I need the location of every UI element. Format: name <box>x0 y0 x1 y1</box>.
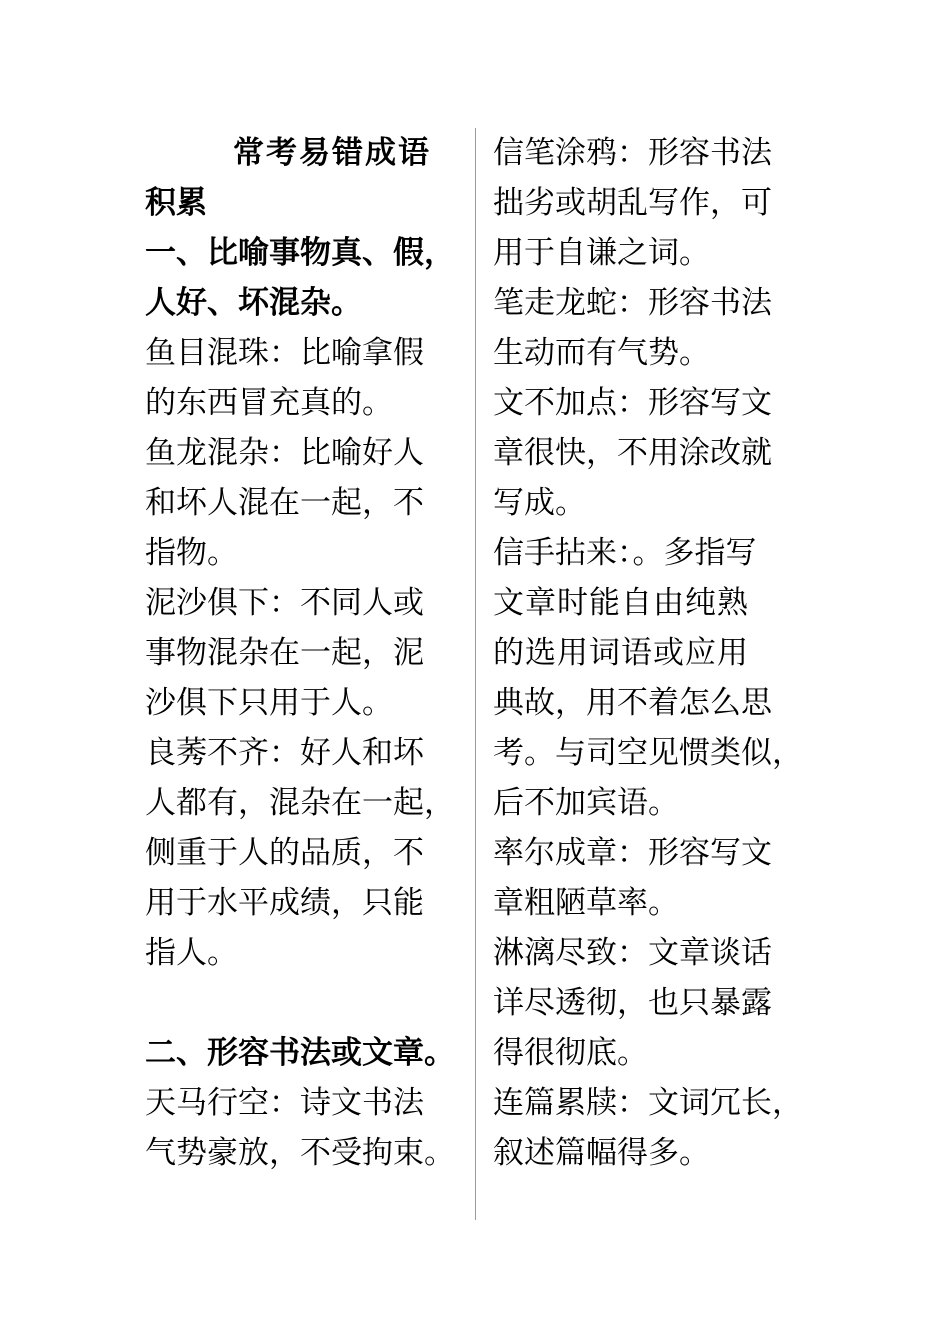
left-column <box>145 128 475 1178</box>
text-line: 率尔成章：形容写文 <box>493 835 772 871</box>
text-line: 事物混杂在一起，泥 <box>145 635 424 671</box>
text-line: 用于水平成绩，只能 <box>145 885 424 921</box>
text-line: 叙述篇幅得多。 <box>493 1135 710 1171</box>
text-line: 拙劣或胡乱写作，可 <box>493 185 772 221</box>
text-line: 淋漓尽致：文章谈话 <box>493 935 772 971</box>
text-line: 二、形容书法或文章。 <box>145 1035 455 1071</box>
text-line: 鱼目混珠：比喻拿假 <box>145 335 424 371</box>
text-line: 良莠不齐：好人和坏 <box>145 735 424 771</box>
text-line: 章很快，不用涂改就 <box>493 435 772 471</box>
text-line: 人好、坏混杂。 <box>145 285 362 321</box>
text-line: 连篇累牍：文词冗长， <box>493 1085 803 1121</box>
right-column <box>493 128 823 1178</box>
text-line: 文不加点：形容写文 <box>493 385 772 421</box>
text-line: 泥沙俱下：不同人或 <box>145 585 424 621</box>
text-line: 沙俱下只用于人。 <box>145 685 393 721</box>
text-line: 指人。 <box>145 935 238 971</box>
text-line: 天马行空：诗文书法 <box>145 1085 424 1121</box>
text-line: 指物。 <box>145 535 238 571</box>
document-title: 常考易错成语 <box>233 135 431 171</box>
text-line: 信手拈来：。多指写 <box>493 535 757 571</box>
text-line: 信笔涂鸦：形容书法 <box>493 135 772 171</box>
blank-line <box>145 978 475 1028</box>
text-line: 笔走龙蛇：形容书法 <box>493 285 772 321</box>
text-line: 侧重于人的品质，不 <box>145 835 424 871</box>
column-divider <box>475 128 476 1220</box>
text-line: 用于自谦之词。 <box>493 235 710 271</box>
text-line: 考。与司空见惯类似， <box>493 735 803 771</box>
text-line: 写成。 <box>493 485 586 521</box>
text-line: 详尽透彻，也只暴露 <box>493 985 772 1021</box>
text-line: 一、比喻事物真、假， <box>145 235 455 271</box>
text-line: 后不加宾语。 <box>493 785 679 821</box>
text-line: 章粗陋草率。 <box>493 885 679 921</box>
text-line: 得很彻底。 <box>493 1035 648 1071</box>
text-line: 人都有，混杂在一起， <box>145 785 455 821</box>
text-line: 气势豪放，不受拘束。 <box>145 1135 455 1171</box>
text-line: 的东西冒充真的。 <box>145 385 393 421</box>
text-line: 的选用词语或应用 <box>493 635 749 671</box>
text-line: 鱼龙混杂：比喻好人 <box>145 435 424 471</box>
text-line: 积累 <box>145 185 207 221</box>
text-line: 和坏人混在一起，不 <box>145 485 424 521</box>
text-line: 典故，用不着怎么思 <box>493 685 772 721</box>
text-line: 生动而有气势。 <box>493 335 710 371</box>
text-line: 文章时能自由纯熟 <box>493 585 749 621</box>
